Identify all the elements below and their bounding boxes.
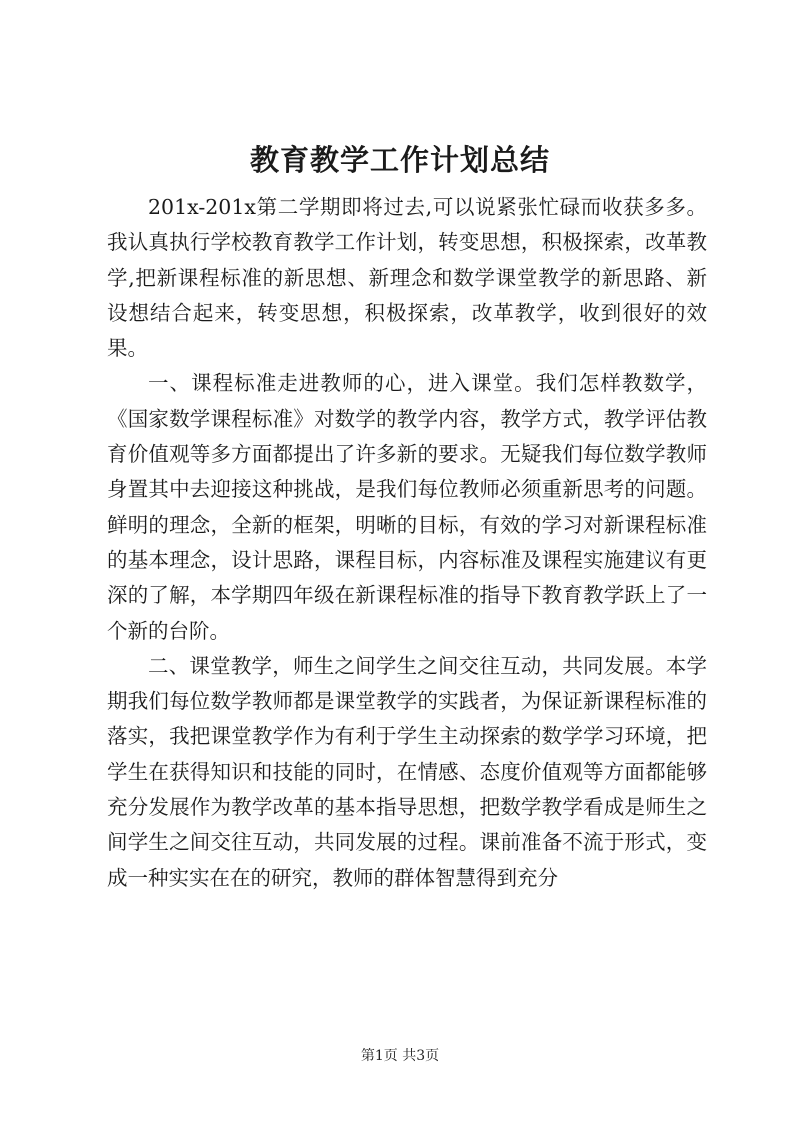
paragraph-section-1: 一、课程标准走进教师的心，进入课堂。我们怎样教数学，《国家数学课程标准》对数学的教学内容，教学方式，教学评估教育价值观等多方面都提出了许多新的要求。无疑我们每位数学教师身置其中去迎接这种挑战，是我们每位教师必须重新思考的问题。鲜明的理念，全新的框架，明晰的目标，有效的学习对新课程标准的基本理念，设计思路，课程目标，内容标准及课程实施建议有更深的了解，本学期四年级在新课程标准的指导下教育教学跃上了一个新的台阶。: [107, 371, 707, 643]
paragraph-intro: 201x-201x第二学期即将过去,可以说紧张忙碌而收获多多。我认真执行学校教育教学工作计划，转变思想，积极探索，改革教学,把新课程标准的新思想、新理念和数学课堂教学的新思路、新设想结合起来，转变思想，积极探索，改革教学，收到很好的效果。: [107, 195, 707, 361]
document-title: 教育教学工作计划总结: [249, 143, 550, 177]
paragraph-section-2: 二、课堂教学，师生之间学生之间交往互动，共同发展。本学期我们每位数学教师都是课堂教学的实践者，为保证新课程标准的落实，我把课堂教学作为有利于学生主动探索的数学学习环境，把学生在获得知识和技能的同时，在情感、态度价值观等方面都能够充分发展作为教学改革的基本指导思想，把数学教学看成是师生之间学生之间交往互动，共同发展的过程。课前准备不流于形式，变成一种实实在在的研究，教师的群体智慧得到充分: [107, 653, 707, 890]
page-footer: [0, 1046, 800, 1066]
document-body: [107, 190, 707, 896]
page-number: 第1页 共3页: [360, 1048, 440, 1064]
